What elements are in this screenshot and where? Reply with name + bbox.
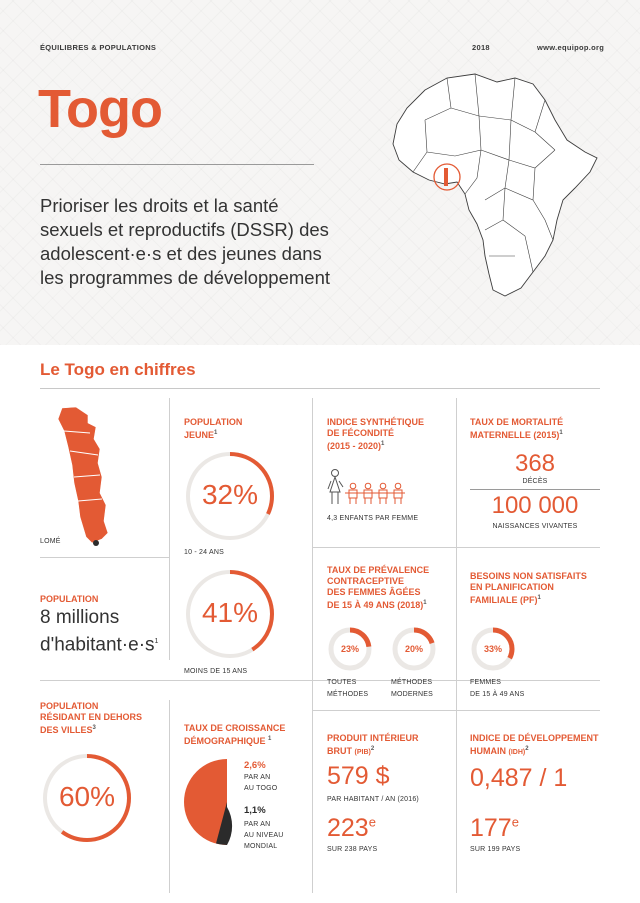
grid-divider xyxy=(312,710,600,711)
youth-caption-2: MOINS DE 15 ANS xyxy=(184,668,248,675)
contraception-caption-2a: MÉTHODES xyxy=(391,679,433,686)
mortality-value-caption: DÉCÈS xyxy=(522,478,548,485)
contraception-caption-1a: TOUTES xyxy=(327,679,357,686)
population-value: 8 millions xyxy=(40,607,120,628)
page-subtitle: Prioriser les droits et la santé sexuels et reproductifs (DSSR) des adolescent·e·s et des jeunes dans les programmes de développement xyxy=(40,195,330,288)
grid-divider xyxy=(169,700,170,893)
hdi-rank: 177e xyxy=(470,814,519,842)
rural-label-1: POPULATION xyxy=(40,701,99,711)
gdp-value: 579 $ xyxy=(327,762,390,790)
family-icon xyxy=(327,468,417,508)
contraception-value-1: 23% xyxy=(340,644,359,654)
hdi-rank-caption: SUR 199 PAYS xyxy=(470,846,521,853)
population-unit: d'habitant·e·s xyxy=(40,634,155,656)
youth-value-1: 32% xyxy=(201,479,259,510)
mortality-label-1: TAUX DE MORTALITÉ xyxy=(470,417,564,427)
fertility-label-1: INDICE SYNTHÉTIQUE xyxy=(327,417,425,427)
gdp-label-1: PRODUIT INTÉRIEUR xyxy=(327,733,419,743)
grid-divider xyxy=(312,398,313,893)
hdi-label-1: INDICE DE DÉVELOPPEMENT xyxy=(470,733,599,743)
title-divider xyxy=(40,164,314,165)
fertility-label-3: (2015 - 2020)$^1$ xyxy=(327,441,385,451)
fraction-bar xyxy=(470,489,600,490)
contraception-label-1: TAUX DE PRÉVALENCE xyxy=(327,565,430,575)
rural-label-2: RÉSIDANT EN DEHORS xyxy=(40,712,143,722)
growth-togo-value: 2,6% xyxy=(244,760,266,771)
contraception-label-2: CONTRACEPTIVE xyxy=(327,576,405,586)
population-label: POPULATION xyxy=(40,594,99,604)
gdp-label-2: BRUT (PIB)$^2$ xyxy=(327,746,375,756)
gdp-caption: PAR HABITANT / AN (2016) xyxy=(327,796,419,803)
africa-map-icon xyxy=(385,60,600,305)
website-link[interactable]: www.equipop.org xyxy=(537,43,605,52)
contraception-label-4: DE 15 À 49 ANS $(2018)^1$ xyxy=(327,600,427,610)
gdp-rank-caption: SUR 238 PAYS xyxy=(327,846,378,853)
growth-world-caption-3: MONDIAL xyxy=(244,843,278,850)
growth-togo-caption-1: PAR AN xyxy=(244,774,271,781)
page-title: Togo xyxy=(38,79,162,139)
growth-world-value: 1,1% xyxy=(244,805,266,816)
section-title: Le Togo en chiffres xyxy=(40,360,196,379)
growth-world-caption-2: AU NIVEAU xyxy=(244,832,284,839)
growth-togo-caption-2: AU TOGO xyxy=(244,785,278,792)
youth-label-2: JEUNE$^1$ xyxy=(184,430,218,440)
grid-divider xyxy=(40,557,169,558)
growth-halfpie-icon xyxy=(184,759,230,845)
rural-label-3: DES VILLES$^3$ xyxy=(40,725,96,735)
gdp-rank: 223e xyxy=(327,814,376,842)
mortality-denominator-caption: NAISSANCES VIVANTES xyxy=(492,523,578,530)
hdi-value: 0,487 / 1 xyxy=(470,764,568,792)
mortality-value: 368 xyxy=(514,450,556,477)
youth-value-2: 41% xyxy=(201,597,259,628)
mortality-denominator: 100 000 xyxy=(491,492,579,519)
contraception-caption-2b: MODERNES xyxy=(391,691,434,698)
unmet-value: 33% xyxy=(483,644,502,654)
growth-label-2: DÉMOGRAPHIQUE $^1$ xyxy=(184,736,272,746)
growth-world-caption-1: PAR AN xyxy=(244,821,271,828)
year-label: 2018 xyxy=(472,43,490,52)
unmet-label-2: EN PLANIFICATION xyxy=(470,582,554,592)
footnote-ref: 1 xyxy=(154,638,159,645)
fertility-label-2: DE FÉCONDITÉ xyxy=(327,428,395,438)
fertility-caption: 4,3 ENFANTS PAR FEMME xyxy=(327,515,419,522)
youth-label-1: POPULATION xyxy=(184,417,243,427)
section-divider xyxy=(40,388,600,389)
growth-label-1: TAUX DE CROISSANCE xyxy=(184,723,286,733)
youth-caption-1: 10 - 24 ANS xyxy=(184,549,224,556)
grid-divider xyxy=(312,547,600,548)
unmet-caption-1: FEMMES xyxy=(470,679,502,686)
unmet-label-1: BESOINS NON SATISFAITS xyxy=(470,571,587,581)
unmet-caption-2: DE 15 À 49 ANS xyxy=(470,691,525,698)
unmet-label-3: FAMILIALE (PF)$^1$ xyxy=(470,595,541,605)
grid-divider xyxy=(40,680,600,681)
mortality-label-2: MATERNELLE $(2015)^1$ xyxy=(470,430,563,440)
hdi-label-2: HUMAIN (IDH)$^2$ xyxy=(470,746,529,756)
contraception-caption-1b: MÉTHODES xyxy=(327,691,369,698)
grid-divider xyxy=(169,398,170,660)
contraception-value-2: 20% xyxy=(404,644,423,654)
contraception-label-3: DES FEMMES ÂGÉES xyxy=(327,587,421,597)
capital-label: LOMÉ xyxy=(40,538,61,545)
publisher-label: ÉQUILIBRES & POPULATIONS xyxy=(40,43,157,52)
rural-value: 60% xyxy=(58,781,116,812)
grid-divider xyxy=(456,398,457,893)
togo-map-icon xyxy=(40,405,130,550)
